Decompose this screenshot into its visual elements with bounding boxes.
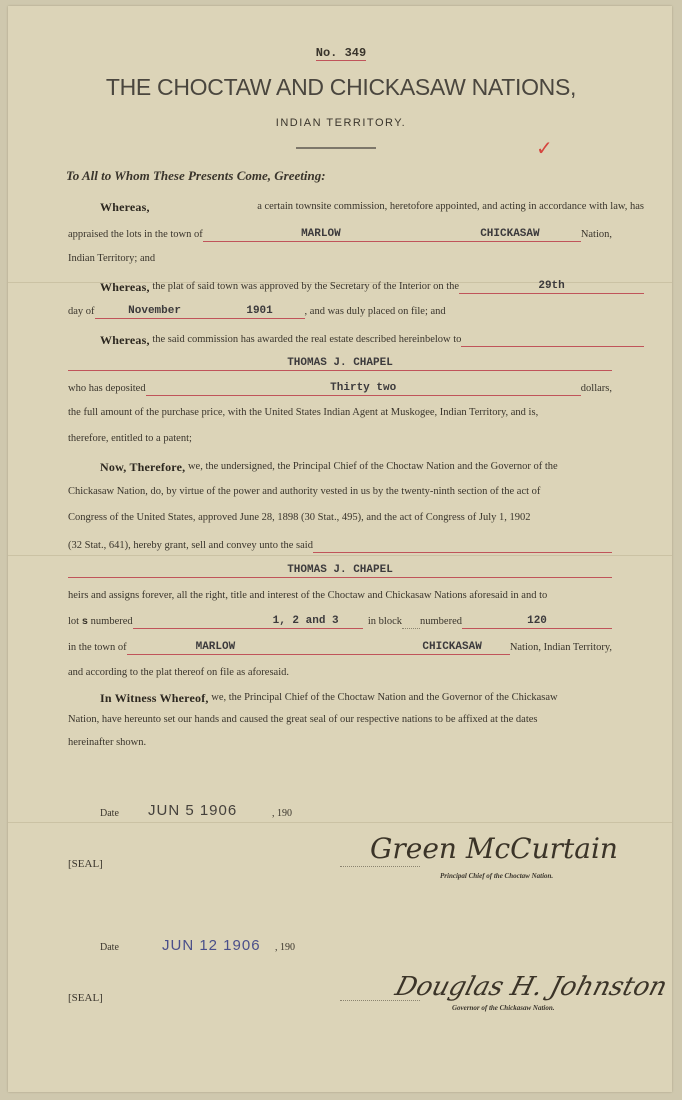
signature-2: Douglas H. Johnston — [391, 972, 671, 1002]
town-field-2: MARLOW — [127, 640, 305, 655]
check-mark-icon: ✓ — [536, 138, 553, 160]
date-label-2: Date — [100, 942, 119, 953]
document-number: No. 349 — [315, 46, 367, 60]
block-field: 120 — [462, 614, 612, 629]
seal-2: [SEAL] — [68, 992, 103, 1004]
date-stamp-2: JUN 12 1906 — [162, 937, 261, 954]
signature-1: Green McCurtain — [370, 832, 618, 865]
document-subtitle: INDIAN TERRITORY. — [275, 117, 407, 129]
grantee-field-2: THOMAS J. CHAPEL — [68, 563, 612, 578]
nation-field: CHICKASAW — [439, 227, 581, 242]
year-field: 1901 — [215, 304, 305, 319]
town-field: MARLOW — [203, 227, 439, 242]
day-field: 29th — [459, 279, 644, 294]
amount-field: Thirty two — [146, 381, 581, 396]
document-title: THE CHOCTAW AND CHICKASAW NATIONS, — [105, 74, 577, 100]
fold-line — [8, 555, 672, 556]
month-field: November — [95, 304, 215, 319]
seal-1: [SEAL] — [68, 858, 103, 870]
nation-field-2: CHICKASAW — [304, 640, 482, 655]
divider — [296, 147, 376, 149]
signature-title-1: Principal Chief of the Choctaw Nation. — [440, 872, 554, 880]
signature-title-2: Governor of the Chickasaw Nation. — [452, 1004, 555, 1012]
lots-field: 1, 2 and 3 — [133, 614, 339, 629]
fold-line — [8, 822, 672, 823]
greeting: To All to Whom These Presents Come, Greeting: — [66, 168, 326, 183]
date-stamp-1: JUN 5 1906 — [148, 802, 238, 819]
date-label-1: Date — [100, 808, 119, 819]
line: Whereas, a certain townsite commission, heretofore appointed, and acting in accordance with law, has — [100, 200, 644, 214]
grantee-field: THOMAS J. CHAPEL — [68, 356, 612, 371]
